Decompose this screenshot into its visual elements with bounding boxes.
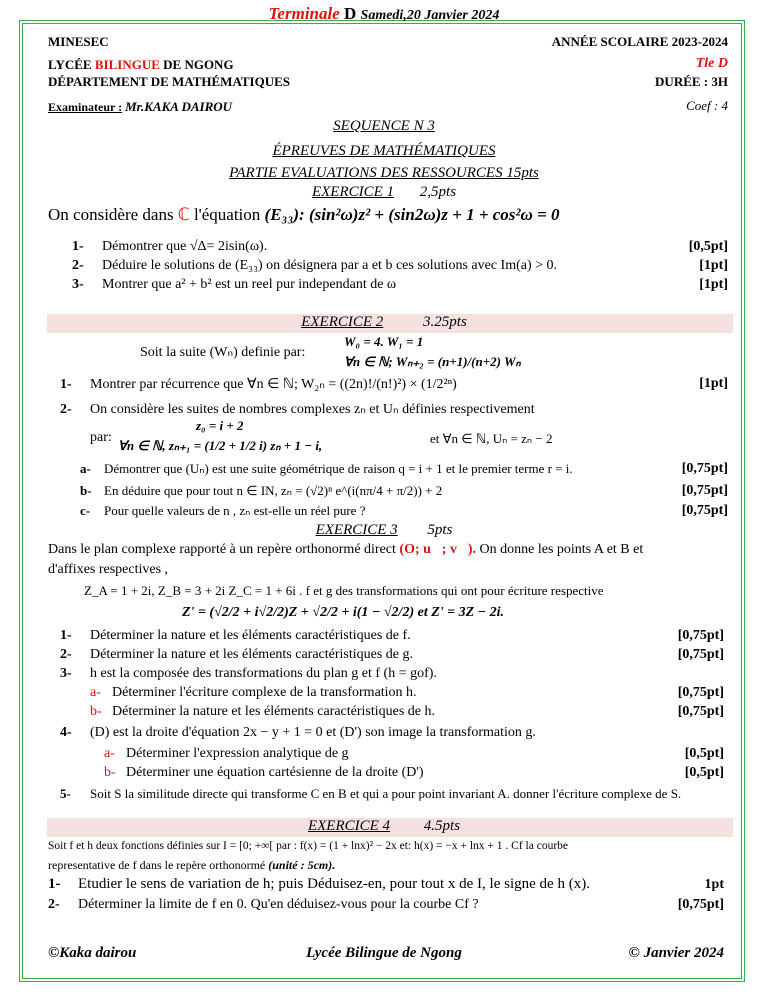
q-text: Déterminer la nature et les éléments caractéristiques de f. [90,628,411,643]
q-text: Pour quelle valeurs de n , zₙ est-elle un réel pure ? [104,503,366,518]
q-text: Soit S la similitude directe qui transforme C en B et qui a pour point invariant A. donner l'écriture complexe de S. [90,786,682,801]
q-number: 4- [60,725,72,740]
title-class: Terminale [268,4,340,23]
epreuves-title: ÉPREUVES DE MATHÉMATIQUES [272,143,496,159]
ex2-title: EXERCICE 2 [301,314,384,330]
footer-date: © Janvier 2024 [628,945,724,961]
ex2-q2-par: par: [90,430,112,445]
q-text: En déduire que pour tout n ∈ IN, zₙ = (√2)ⁿ e^(i(nπ/4 + π/2)) + 2 [104,483,443,498]
q-text: Montrer par récurrence que ∀n ∈ ℕ; W₂ₙ = ((2n)!/(n!)²) × (1/2²ⁿ) [90,377,457,392]
q-text: Déterminer l'écriture complexe de la transformation h. [112,685,417,700]
examiner-name: Mr.KAKA DAIROU [125,99,233,114]
ex4-q2 [48,897,479,913]
ex1-equation: (E₃₃): (sin²ω)z² + (sin2ω)z + 1 + cos²ω = 0 [264,205,560,224]
ex3-transforms: Z' = (√2/2 + i√2/2)Z + √2/2 + i(1 − √2/2) et Z' = 3Z − 2i. [182,605,505,620]
ex2-qa-points: [0,75pt] [681,461,728,476]
ex3-points: 5pts [427,522,453,538]
ministry: MINESEC [48,34,109,49]
q-number: 1- [48,876,61,892]
q-text: Déterminer une équation cartésienne de la droite (D') [126,765,424,780]
ex3-q4b [104,765,424,781]
ex2-seq-line2: ∀n ∈ ℕ; Wₙ₊₂ = (n+1)/(n+2) Wₙ [344,354,521,369]
ex3-q2-points: [0,75pt] [677,647,724,662]
ex2-q2 [60,401,535,418]
q-text: Démontrer que (Uₙ) est une suite géométrique de raison q = i + 1 et le premier terme r = i. [104,461,573,476]
q-text: On considère les suites de nombres complexes zₙ et Uₙ définies respectivement [90,402,535,417]
ex1-set: ℂ [177,205,190,224]
ex2-qc-points: [0,75pt] [681,503,728,518]
ex2-seq-line1: W₀ = 4. W₁ = 1 [344,334,424,349]
ex3-intro-c: d'affixes respectives , [48,562,169,577]
ex1-q3-points: [1pt] [699,277,728,292]
ex1-q3 [72,277,396,293]
ex3-q1-points: [0,75pt] [677,628,724,643]
ex3-q3a-points: [0,75pt] [677,685,724,700]
ex3-title: EXERCICE 3 [315,522,398,538]
duration: DURÉE : 3H [655,74,728,89]
q-number: 3- [60,666,72,681]
ex2-q1 [60,376,457,393]
q-number: c- [80,503,91,518]
q-number: 2- [48,897,60,912]
q-number: 1- [60,377,72,392]
q-number: b- [104,765,116,780]
q-text: Montrer que a² + b² est un reel pur independant de ω [102,277,397,292]
q-number: 2- [60,647,72,662]
school-highlight: BILINGUE [94,57,160,72]
q-text: Déterminer la limite de f en 0. Qu'en déduisez-vous pour la courbe Cf ? [78,897,479,912]
ex2-seq-intro: Soit la suite (Wₙ) definie par: [140,345,306,360]
ex4-intro-2-text: representative de f dans le repère orthonormé [48,858,266,872]
ex1-heading [0,184,768,201]
ex3-q3b [90,704,435,720]
ex1-intro-text: On considère dans [48,205,174,224]
q-number: 1- [72,239,84,254]
ex2-qc [80,503,365,519]
ex4-heading [0,818,768,835]
ex2-q2-line1: z₀ = i + 2 [196,418,244,433]
q-number: b- [90,704,102,719]
ex1-points: 2,5pts [419,184,457,200]
ex2-q1-points: [1pt] [699,376,728,391]
ex4-q1-points: 1pt [704,877,724,892]
school-name [48,57,234,73]
ex2-qa [80,461,573,477]
q-text: h est la composée des transformations du plan g et f (h = gof). [90,666,437,681]
school-year: ANNÉE SCOLAIRE 2023-2024 [551,34,728,49]
q-number: a- [90,685,101,700]
q-number: 2- [60,402,72,417]
ex3-intro [48,542,643,558]
ex1-q2-points: [1pt] [699,258,728,273]
ex3-q1 [60,628,411,644]
ex2-q2-and: et ∀n ∈ ℕ, Uₙ = zₙ − 2 [430,431,553,446]
class-label: Tle D [695,56,728,71]
ex3-q4a-points: [0,5pt] [684,746,724,761]
ex3-q4a [104,746,349,762]
footer-author: ©Kaka dairou [48,945,137,961]
ex1-intro-text2: l'équation [193,205,261,224]
ex4-q1 [48,876,590,893]
q-number: 2- [72,258,84,273]
ex3-q3 [60,666,437,682]
ex3-q4 [60,725,536,741]
q-text: Etudier le sens de variation de h; puis Déduisez-en, pour tout x de I, le signe de h (x). [78,876,590,892]
school-suffix: DE NGONG [163,57,234,72]
school-prefix: LYCÉE [48,57,92,72]
ex2-qb-points: [0,75pt] [681,483,728,498]
examiner-label: Examinateur : [48,100,123,114]
ex1-title: EXERCICE 1 [311,184,395,200]
q-number: a- [80,461,91,476]
page-title [0,4,768,24]
ex4-q2-points: [0,75pt] [677,897,724,912]
ex4-title: EXERCICE 4 [307,818,391,834]
q-number: 3- [72,277,84,292]
ex3-q3b-points: [0,75pt] [677,704,724,719]
q-text: Déterminer la nature et les éléments caractéristiques de g. [90,647,414,662]
ex3-q3a [90,685,417,701]
q-text: Démontrer que √Δ= 2isin(ω). [102,239,268,254]
ex3-affixes: Z_A = 1 + 2i, Z_B = 3 + 2i Z_C = 1 + 6i . f et g des transformations qui ont pour écriture respective [84,583,604,598]
ex3-q2 [60,647,413,663]
ex2-q2-line2: ∀n ∈ ℕ, zₙ₊₁ = (1/2 + 1/2 i) zₙ + 1 − i, [118,438,323,453]
q-text: Déterminer l'expression analytique de g [126,746,349,761]
ex1-intro [48,205,560,225]
ex3-q4b-points: [0,5pt] [684,765,724,780]
partie-title: PARTIE EVALUATIONS DES RESSOURCES 15pts [229,165,539,181]
examiner [48,99,232,115]
q-number: 5- [60,786,71,801]
ex3-intro-a: Dans le plan complexe rapporté à un repère orthonormé direct [48,542,396,557]
coefficient: Coef : 4 [686,98,728,113]
q-number: 1- [60,628,72,643]
ex3-q5 [60,786,681,802]
title-date: Samedi,20 Janvier 2024 [360,8,500,23]
ex4-intro-1: Soit f et h deux fonctions définies sur I = [0; +∞[ par : f(x) = (1 + lnx)² − 2x et: h(x) = −x + lnx + 1 . Cf la courbe [48,840,569,852]
ex3-frame: (O; u⃗; v⃗). [399,542,477,557]
ex2-heading [0,314,768,331]
ex1-q2 [72,258,557,274]
ex3-heading [0,522,768,539]
ex4-points: 4.5pts [423,818,461,834]
q-number: b- [80,483,92,498]
ex3-intro-b: On donne les points A et B et [479,542,644,557]
ex4-unit: (unité : 5cm). [268,858,336,872]
ex2-points: 3.25pts [423,314,467,330]
ex1-q1 [72,239,267,255]
title-series: D [344,4,357,23]
q-text: Déduire le solutions de (E₃₃) on désignera par a et b ces solutions avec Im(a) > 0. [102,258,558,273]
q-number: a- [104,746,115,761]
q-text: Déterminer la nature et les éléments caractéristiques de h. [112,704,436,719]
ex2-qb [80,483,442,499]
q-text: (D) est la droite d'équation 2x − y + 1 = 0 et (D') son image la transformation g. [90,725,536,740]
ex4-intro-2 [48,858,335,873]
footer-school: Lycée Bilingue de Ngong [306,945,462,961]
department: DÉPARTEMENT DE MATHÉMATIQUES [48,74,290,89]
sequence-title: SEQUENCE N 3 [333,118,435,134]
ex1-q1-points: [0,5pt] [688,239,728,254]
